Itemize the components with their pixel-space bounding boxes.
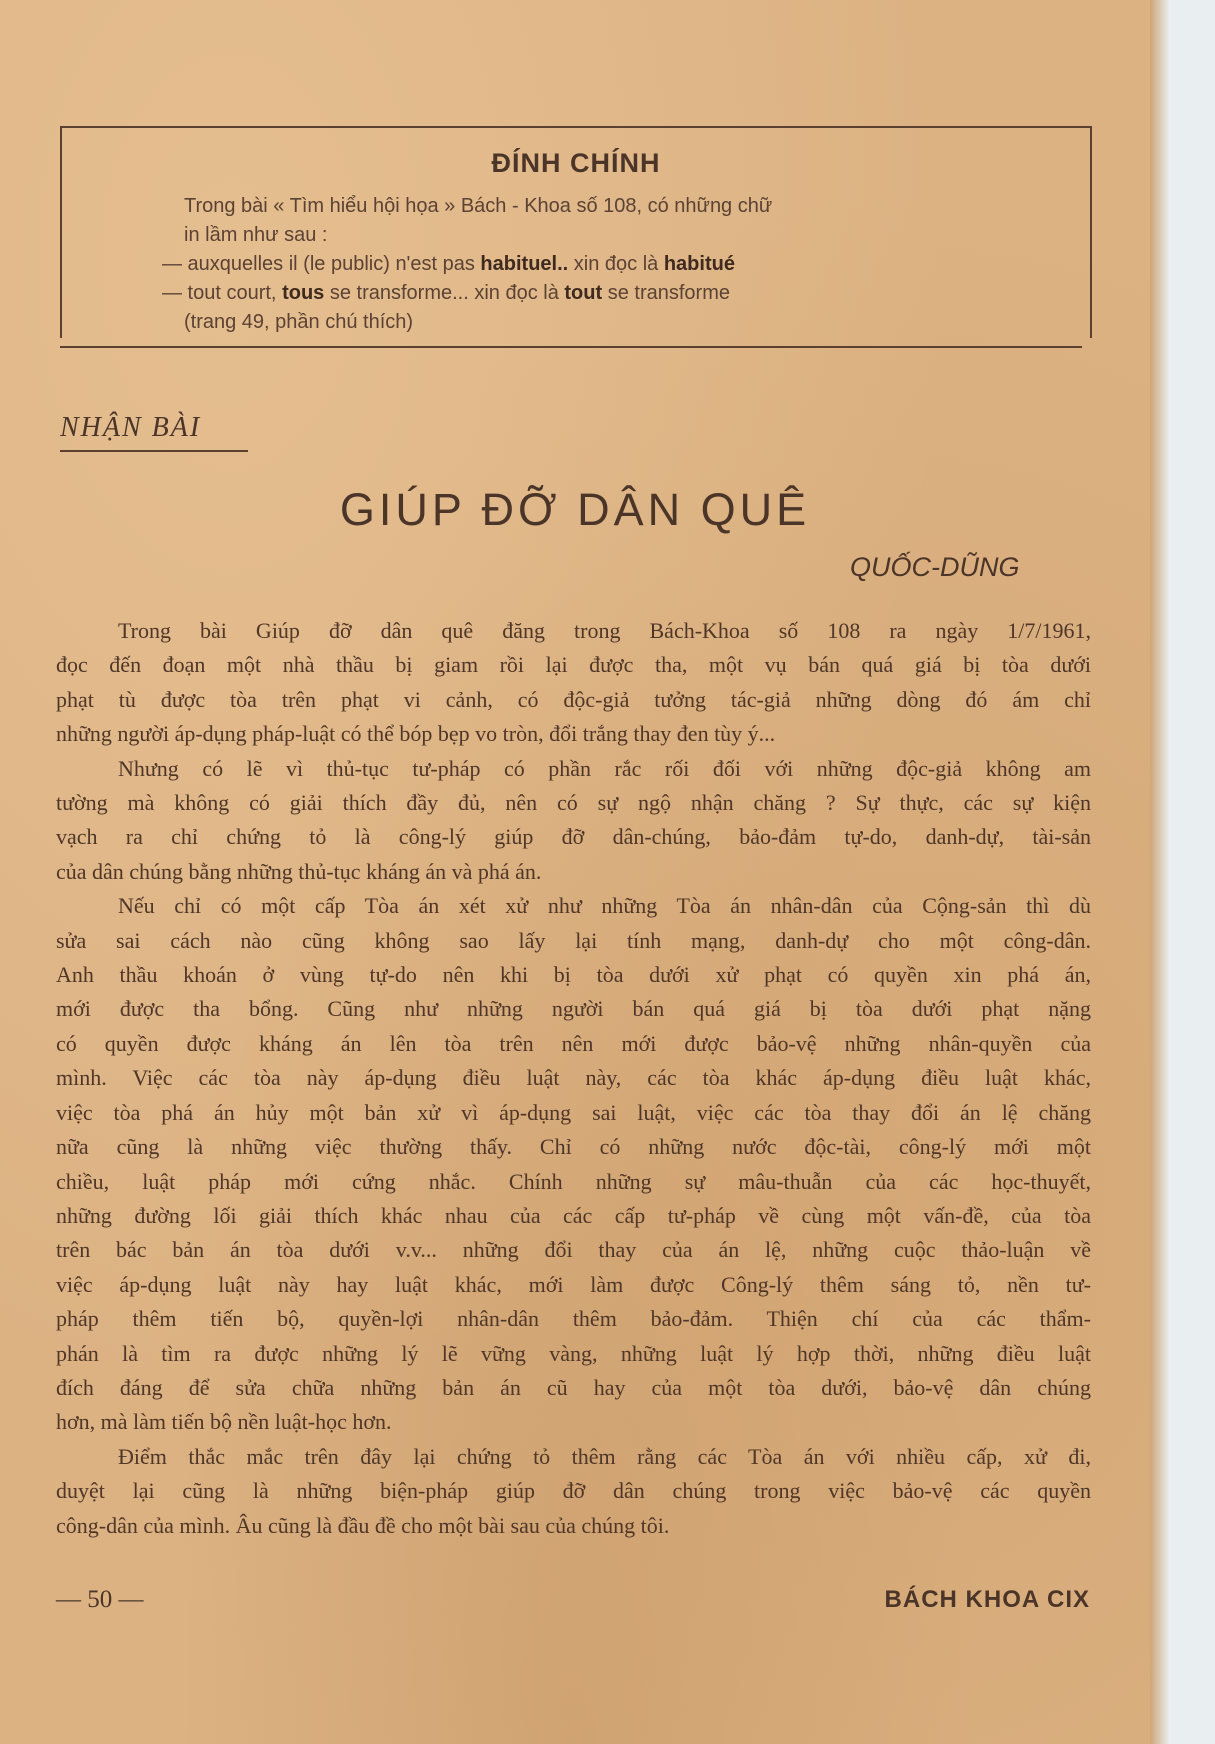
body-line: phạt tù được tòa trên phạt vi cảnh, có độc-giả tưởng tác-giả những dòng đó ám chỉ <box>56 686 1091 712</box>
errata-text: — tout court, <box>162 282 283 304</box>
errata-body <box>162 192 1084 337</box>
page-edge <box>1150 0 1215 1744</box>
body-line: việc áp-dụng luật này hay luật khác, mới làm được Công-lý thêm sáng tỏ, nền tư- <box>56 1271 1091 1297</box>
body-line: phán là tìm ra được những lý lẽ vững vàng, những luật lý hợp thời, những điều luật <box>56 1340 1091 1366</box>
body-line: tường mà không có giải thích đầy đủ, nên có sự ngộ nhận chăng ? Sự thực, các sự kiện <box>56 790 1091 816</box>
body-line: Trong bài Giúp đỡ dân quê đăng trong Bách-Khoa số 108 ra ngày 1/7/1961, <box>118 618 1091 643</box>
body-line: trên bác bản án tòa dưới v.v... những đổi thay của án lệ, những cuộc thảo-luận về <box>56 1237 1091 1263</box>
body-line: công-dân của mình. Âu cũng là đầu đề cho một bài sau của chúng tôi. <box>56 1512 670 1538</box>
errata-line <box>162 250 1084 279</box>
body-line: việc tòa phá án hủy một bản xử vì áp-dụng sai luật, việc các tòa thay đổi án lệ chăng <box>56 1099 1091 1125</box>
body-line: những người áp-dụng pháp-luật có thể bóp bẹp vo tròn, đổi trắng thay đen tùy ý... <box>56 721 776 747</box>
magazine-footer: BÁCH KHOA CIX <box>884 1586 1090 1613</box>
errata-line <box>162 279 1084 308</box>
article-body <box>56 614 1091 1543</box>
body-line: những đường lối giải thích khác nhau của các cấp tư-pháp về cùng một vấn-đề, của tòa <box>56 1202 1091 1228</box>
body-line: Điểm thắc mắc trên đây lại chứng tỏ thêm rằng các Tòa án với nhiều cấp, xử đi, <box>118 1443 1091 1469</box>
body-line: chiều, luật pháp mới cứng nhắc. Chính những sự mâu-thuẫn của các học-thuyết, <box>56 1168 1091 1194</box>
body-line: hơn, mà làm tiến bộ nền luật-học hơn. <box>56 1409 392 1435</box>
page-number: — 50 — <box>56 1586 144 1613</box>
body-line: có quyền được kháng án lên tòa trên nên mới được bảo-vệ những nhân-quyền của <box>56 1030 1091 1056</box>
body-line: mới được tha bổng. Cũng như những người bán quá giá bị tòa dưới phạt nặng <box>56 996 1091 1022</box>
errata-line: (trang 49, phần chú thích) <box>184 311 414 333</box>
errata-text: xin đọc là <box>568 253 664 275</box>
errata-bold: habituel.. <box>480 253 569 275</box>
article-title: GIÚP ĐỠ DÂN QUÊ <box>339 484 811 535</box>
body-line: Nhưng có lẽ vì thủ-tục tư-pháp có phần rắc rối đối với những độc-giả không am <box>118 755 1091 781</box>
errata-bold: tout <box>564 282 603 304</box>
body-line: Anh thầu khoán ở vùng tự-do nên khi bị tòa dưới xử phạt có quyền xin phá án, <box>56 962 1091 988</box>
article-author: QUỐC-DŨNG <box>850 552 1020 582</box>
errata-title: ĐÍNH CHÍNH <box>491 148 661 178</box>
errata-text: se transforme <box>602 282 730 304</box>
errata-text: se transforme... xin đọc là <box>324 282 565 304</box>
errata-bold: habitué <box>663 253 735 275</box>
body-line: đọc đến đoạn một nhà thầu bị giam rồi lại được tha, một vụ bán quá giá bị tòa dưới <box>56 652 1091 678</box>
body-line: mình. Việc các tòa này áp-dụng điều luật này, các tòa khác áp-dụng điều luật khác, <box>56 1065 1091 1091</box>
body-line: pháp thêm tiến bộ, quyền-lợi nhân-dân thêm bảo-đảm. Thiện chí của các thẩm- <box>56 1306 1091 1332</box>
errata-line: in lầm như sau : <box>184 224 328 246</box>
body-line: của dân chúng bằng những thủ-tục kháng án và phá án. <box>56 858 542 884</box>
errata-box <box>60 126 1092 338</box>
body-line: sửa sai cách nào cũng không sao lấy lại tính mạng, danh-dự cho một công-dân. <box>56 927 1091 953</box>
errata-bold: tous <box>282 282 325 304</box>
errata-bottom-rule <box>60 346 1082 348</box>
body-line: nữa cũng là những việc thường thấy. Chỉ có những nước độc-tài, công-lý mới một <box>56 1134 1091 1160</box>
section-label: NHẬN BÀI <box>60 412 248 452</box>
body-line: duyệt lại cũng là những biện-pháp giúp đỡ dân chúng trong việc bảo-vệ các quyền <box>56 1478 1091 1504</box>
errata-line: Trong bài « Tìm hiểu hội họa » Bách - Khoa số 108, có những chữ <box>184 195 773 217</box>
body-line: vạch ra chỉ chứng tỏ là công-lý giúp đỡ dân-chúng, bảo-đảm tự-do, danh-dự, tài-sản <box>56 824 1091 850</box>
body-line: Nếu chỉ có một cấp Tòa án xét xử như những Tòa án nhân-dân của Cộng-sản thì dù <box>118 893 1091 919</box>
errata-text: — auxquelles il (le public) n'est pas <box>162 253 481 275</box>
body-line: đích đáng để sửa chữa những bản án cũ hay của một tòa dưới, bảo-vệ dân chúng <box>56 1374 1091 1400</box>
